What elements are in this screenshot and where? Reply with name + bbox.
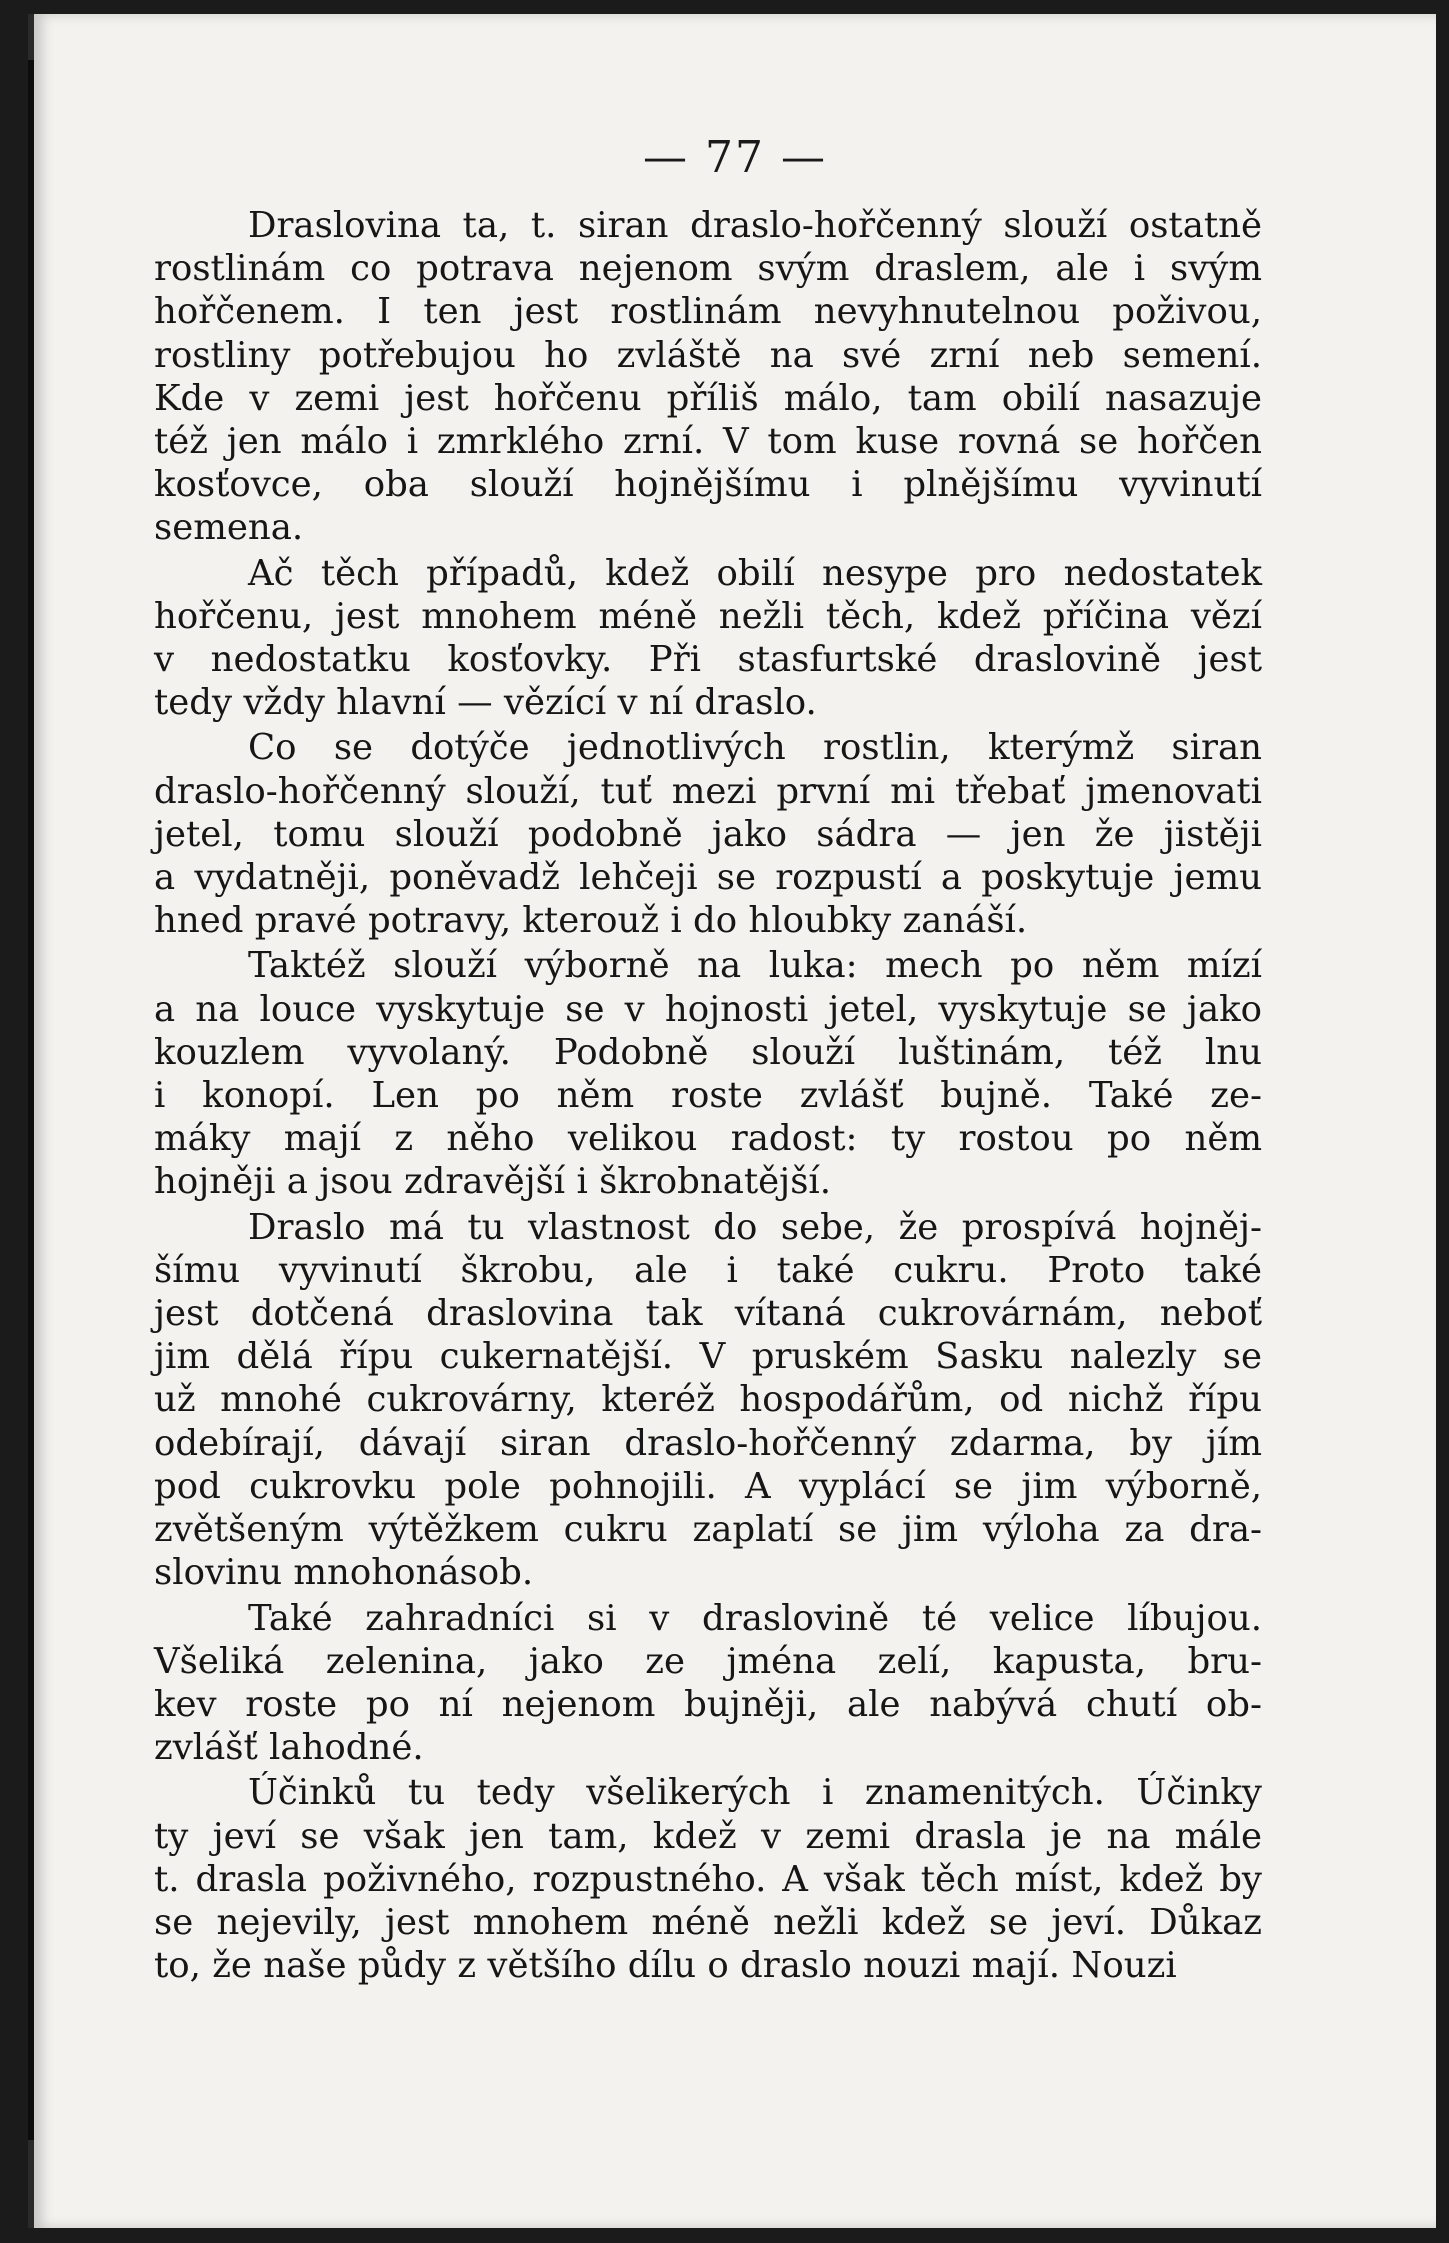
- text-line: se nejevily, jest mnohem méně nežli kdež se jeví. Důkaz: [154, 1901, 1262, 1943]
- text-line: semena.: [154, 507, 304, 549]
- body-text: [154, 204, 1262, 1989]
- paragraph: [154, 1771, 1262, 1987]
- text-line: i konopí. Len po něm roste zvlášť bujně. Také ze-: [154, 1075, 1262, 1117]
- text-line: jest dotčená draslovina tak vítaná cukrovárnám, neboť: [154, 1293, 1262, 1335]
- text-line: Také zahradníci si v draslovině té velice líbujou.: [248, 1597, 1262, 1639]
- page-binding-edge: [28, 60, 34, 2140]
- text-line: Co se dotýče jednotlivých rostlin, kterýmž siran: [248, 727, 1262, 769]
- page-number: — 77 —: [643, 132, 827, 183]
- text-line: Kde v zemi jest hořčenu příliš málo, tam obilí nasazuje: [154, 377, 1262, 419]
- text-line: jim dělá řípu cukernatější. V pruském Sasku nalezly se: [154, 1336, 1262, 1378]
- text-line: a na louce vyskytuje se v hojnosti jetel, vyskytuje se jako: [154, 988, 1262, 1030]
- text-line: kosťovce, oba slouží hojnějšímu i plnějšímu vyvinutí: [154, 464, 1262, 506]
- text-line: rostlinám co potrava nejenom svým draslem, ale i svým: [154, 248, 1262, 290]
- text-line: hojněji a jsou zdravější i škrobnatější.: [154, 1161, 832, 1203]
- text-line: t. drasla poživného, rozpustného. A však těch míst, kdež by: [154, 1858, 1262, 1900]
- text-line: draslo-hořčenný slouží, tuť mezi první mi třebať jmenovati: [154, 770, 1262, 812]
- text-line: kev roste po ní nejenom bujněji, ale nabývá chutí ob-: [154, 1683, 1262, 1725]
- text-line: kouzlem vyvolaný. Podobně slouží luštinám, též lnu: [154, 1031, 1262, 1073]
- paragraph: [154, 1206, 1262, 1595]
- text-line: zvětšeným výtěžkem cukru zaplatí se jim výloha za dra-: [154, 1509, 1262, 1551]
- text-line: ty jeví se však jen tam, kdež v zemi drasla je na mále: [154, 1815, 1262, 1857]
- text-line: to, že naše půdy z většího dílu o draslo nouzi mají. Nouzi: [154, 1945, 1177, 1987]
- text-line: slovinu mnohonásob.: [154, 1552, 534, 1594]
- text-line: už mnohé cukrovárny, kteréž hospodářům, od nichž řípu: [154, 1379, 1262, 1421]
- book-page: [28, 14, 1436, 2228]
- text-line: tedy vždy hlavní — vězící v ní draslo.: [154, 682, 817, 724]
- text-line: Draslo má tu vlastnost do sebe, že prospívá hojněj-: [248, 1206, 1262, 1248]
- text-line: Draslovina ta, t. siran draslo-hořčenný slouží ostatně: [248, 205, 1262, 246]
- text-line: Ač těch případů, kdež obilí nesype pro nedostatek: [248, 552, 1262, 594]
- text-line: máky mají z něho velikou radost: ty rostou po něm: [154, 1118, 1262, 1160]
- text-line: hořčenem. I ten jest rostlinám nevyhnutelnou poživou,: [154, 291, 1262, 333]
- text-line: zvlášť lahodné.: [154, 1727, 424, 1769]
- text-line: hned pravé potravy, kterouž i do hloubky zanáší.: [154, 900, 1028, 942]
- text-line: v nedostatku kosťovky. Při stasfurtské draslovině jest: [154, 639, 1262, 681]
- text-line: a vydatněji, poněvadž lehčeji se rozpustí a poskytuje jemu: [154, 857, 1262, 899]
- text-line: odebírají, dávají siran draslo-hořčenný zdarma, by jím: [154, 1422, 1262, 1464]
- text-line: jetel, tomu slouží podobně jako sádra — jen že jistěji: [154, 813, 1262, 855]
- text-line: též jen málo i zmrklého zrní. V tom kuse rovná se hořčen: [154, 421, 1262, 463]
- paragraph: [154, 726, 1262, 942]
- text-line: Všeliká zelenina, jako ze jména zelí, kapusta, bru-: [154, 1640, 1262, 1682]
- text-line: rostliny potřebujou ho zvláště na své zrní neb semení.: [154, 334, 1262, 376]
- paragraph: [154, 944, 1262, 1203]
- text-line: hořčenu, jest mnohem méně nežli těch, kdež příčina vězí: [154, 595, 1262, 637]
- paragraph: [154, 204, 1262, 550]
- paragraph: [154, 552, 1262, 725]
- text-line: šímu vyvinutí škrobu, ale i také cukru. Proto také: [154, 1249, 1262, 1291]
- text-line: pod cukrovku pole pohnojili. A vyplácí se jim výborně,: [154, 1465, 1262, 1507]
- paragraph: [154, 1597, 1262, 1770]
- text-line: Účinků tu tedy všelikerých i znamenitých. Účinky: [248, 1772, 1262, 1814]
- text-line: Taktéž slouží výborně na luka: mech po něm mízí: [248, 945, 1262, 987]
